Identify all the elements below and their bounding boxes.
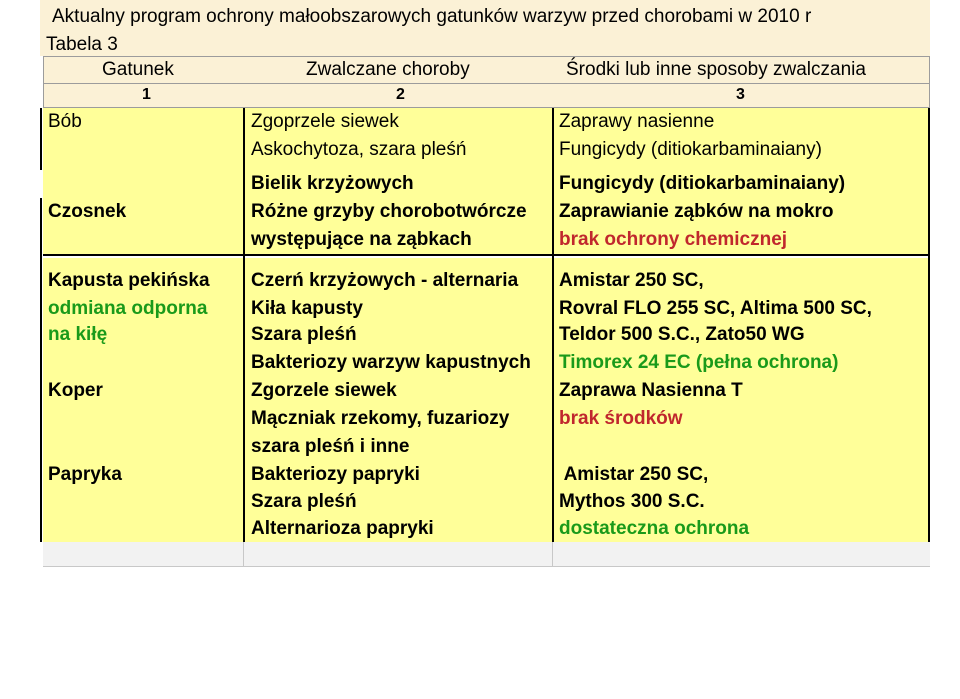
disease-line: Bielik krzyżowych [251,173,414,194]
means-note: dostateczna ochrona [559,518,750,539]
disease-line: Askochytoza, szara pleśń [251,139,467,160]
means-line: Amistar 250 SC, [559,270,704,291]
means-note: Timorex 24 EC (pełna ochrona) [559,352,839,373]
border-left-bob [40,108,42,170]
disease-line: Bakteriozy warzyw kapustnych [251,352,531,373]
disease-line: Bakteriozy papryki [251,464,420,485]
species-bob: Bób [48,111,82,132]
means-note: brak środków [559,408,683,429]
means-line: Mythos 300 S.C. [559,491,705,512]
means-line: Fungicydy (ditiokarbaminaiany) [559,139,822,160]
table-caption: Tabela 3 [46,34,118,55]
disease-line: Kiła kapusty [251,298,363,319]
means-line: Amistar 250 SC, [559,464,709,485]
means-line: Rovral FLO 255 SC, Altima 500 SC, [559,298,872,319]
disease-line: Czerń krzyżowych - alternaria [251,270,519,291]
disease-line: Różne grzyby chorobotwórcze [251,201,527,222]
empty-cell [245,542,553,566]
column-number-2: 2 [396,86,405,103]
means-line: Zaprawy nasienne [559,111,715,132]
disease-line: Szara pleśń [251,324,357,345]
border-right [928,108,930,542]
means-line: Teldor 500 S.C., Zato50 WG [559,324,805,345]
disease-line: występujące na ząbkach [251,229,472,250]
header-diseases: Zwalczane choroby [306,59,470,80]
empty-cell [43,542,244,566]
species-note: odmiana odporna [48,298,208,319]
disease-line: Mączniak rzekomy, fuzariozy [251,408,510,429]
species-czosnek: Czosnek [48,201,127,222]
column-number-row [43,84,930,108]
table-sheet [40,0,930,567]
species-kapusta: Kapusta pekińska [48,270,210,291]
species-papryka: Papryka [48,464,122,485]
border-col2 [552,108,554,542]
header-row [43,56,930,84]
species-note: na kiłę [48,324,108,345]
disease-line: Zgoprzele siewek [251,111,399,132]
border-czosnek-bottom [43,254,930,256]
border-col1 [243,108,245,542]
means-note: brak ochrony chemicznej [559,229,788,250]
means-line: Zaprawianie ząbków na mokro [559,201,834,222]
disease-line: szara pleśń i inne [251,436,410,457]
disease-line: Alternarioza papryki [251,518,434,539]
border-left-lower [40,198,42,542]
disease-line: Szara pleśń [251,491,357,512]
species-koper: Koper [48,380,103,401]
means-line: Fungicydy (ditiokarbaminaiany) [559,173,846,194]
header-species: Gatunek [102,59,174,80]
disease-line: Zgorzele siewek [251,380,397,401]
means-line: Zaprawa Nasienna T [559,380,743,401]
column-number-1: 1 [142,86,151,103]
page-title: Aktualny program ochrony małoobszarowych gatunków warzyw przed chorobami w 2010 r [52,6,812,27]
column-number-3: 3 [736,86,745,103]
header-means: Środki lub inne sposoby zwalczania [566,59,866,80]
